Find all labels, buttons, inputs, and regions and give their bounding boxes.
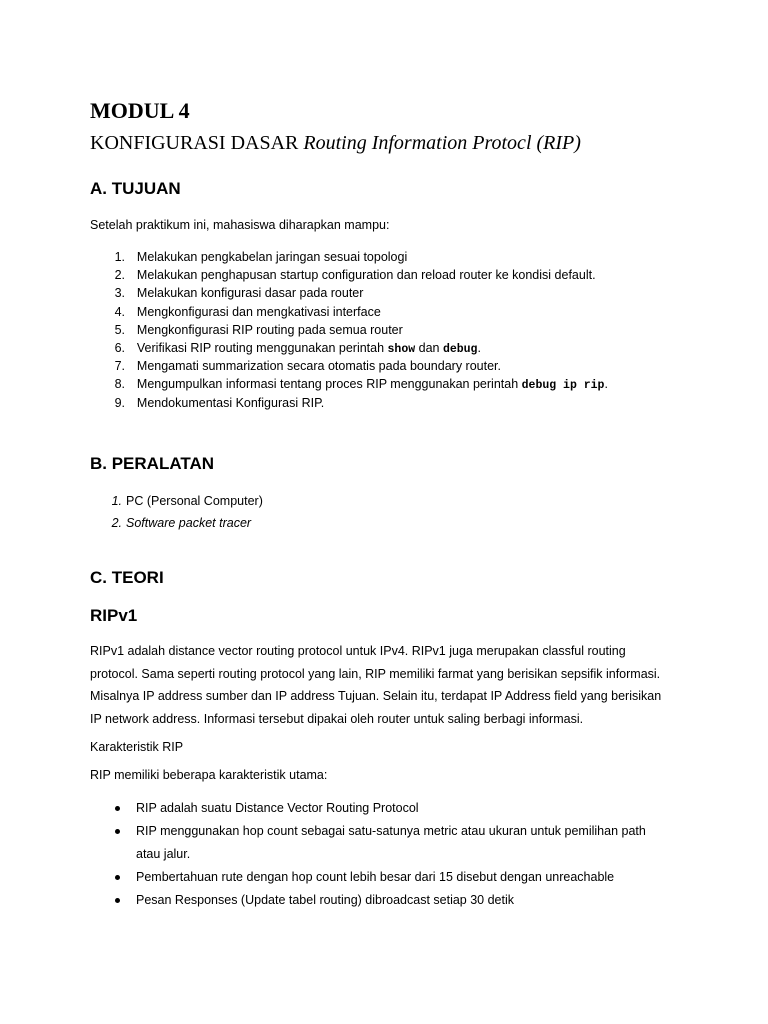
tujuan-intro: Setelah praktikum ini, mahasiswa diharapkan mampu:	[90, 218, 390, 232]
teori-heading: C. TEORI	[90, 568, 164, 587]
bullet-item: RIP adalah suatu Distance Vector Routing Protocol	[90, 797, 696, 820]
module-title: MODUL 4	[90, 98, 190, 123]
peralatan-item: 2. Software packet tracer	[111, 516, 252, 530]
tujuan-item: 5. Mengkonfigurasi RIP routing pada semua router	[114, 322, 403, 337]
bullet-dot-icon	[115, 875, 120, 880]
karakteristik-list	[90, 797, 696, 912]
module-subtitle-italic: Routing Information Protocl (RIP)	[303, 132, 581, 154]
tujuan-heading: A. TUJUAN	[90, 179, 181, 198]
karakteristik-intro: RIP memiliki beberapa karakteristik utama:	[90, 768, 328, 782]
karakteristik-label: Karakteristik RIP	[90, 740, 184, 754]
bullet-item: Pembertahuan rute dengan hop count lebih besar dari 15 disebut dengan unreachable	[90, 866, 696, 889]
peralatan-heading: B. PERALATAN	[90, 454, 215, 473]
bullet-item: Pesan Responses (Update tabel routing) dibroadcast setiap 30 detik	[90, 889, 696, 912]
code-debug: debug	[442, 342, 478, 356]
ripv1-paragraph: RIPv1 adalah distance vector routing protocol untuk IPv4. RIPv1 juga merupakan classful routing protocol. Sama seperti routing protocol yang lain, RIP memiliki farmat yang berisikan sepsifik informasi. Misalnya IP address sumber dan IP address Tujuan. Selain itu, terdapat IP Address field yang berisikan IP network address. Informasi tersebut dipakai oleh router untuk saling berbagi informasi.	[90, 644, 662, 726]
bullet-item: RIP menggunakan hop count sebagai satu-satunya metric atau ukuran untuk pemilihan path atau jalur.	[90, 820, 696, 866]
module-subtitle-plain: KONFIGURASI DASAR	[90, 132, 304, 154]
tujuan-item: 2. Melakukan penghapusan startup configuration dan reload router ke kondisi default.	[114, 268, 596, 283]
ripv1-heading: RIPv1	[90, 606, 138, 625]
code-show: show	[387, 342, 416, 356]
tujuan-item: 7. Mengamati summarization secara otomatis pada boundary router.	[114, 359, 501, 374]
tujuan-list	[90, 248, 608, 412]
module-subtitle	[90, 132, 581, 155]
tujuan-item: 1. Melakukan pengkabelan jaringan sesuai topologi	[114, 250, 408, 264]
tujuan-item: 6. Verifikasi RIP routing menggunakan perintah show dan debug.	[114, 340, 481, 356]
peralatan-item: 1. PC (Personal Computer)	[111, 494, 263, 508]
peralatan-list	[90, 490, 263, 534]
tujuan-item: 3. Melakukan konfigurasi dasar pada router	[114, 286, 364, 301]
tujuan-item: 4. Mengkonfigurasi dan mengkativasi interface	[114, 304, 381, 319]
tujuan-item: 9. Mendokumentasi Konfigurasi RIP.	[114, 395, 325, 410]
bullet-dot-icon	[115, 806, 120, 811]
bullet-dot-icon	[115, 898, 120, 903]
tujuan-item: 8. Mengumpulkan informasi tentang proces RIP menggunakan perintah debug ip rip.	[114, 377, 608, 393]
code-debug-ip-rip: debug ip rip	[521, 379, 605, 393]
bullet-dot-icon	[115, 829, 120, 834]
